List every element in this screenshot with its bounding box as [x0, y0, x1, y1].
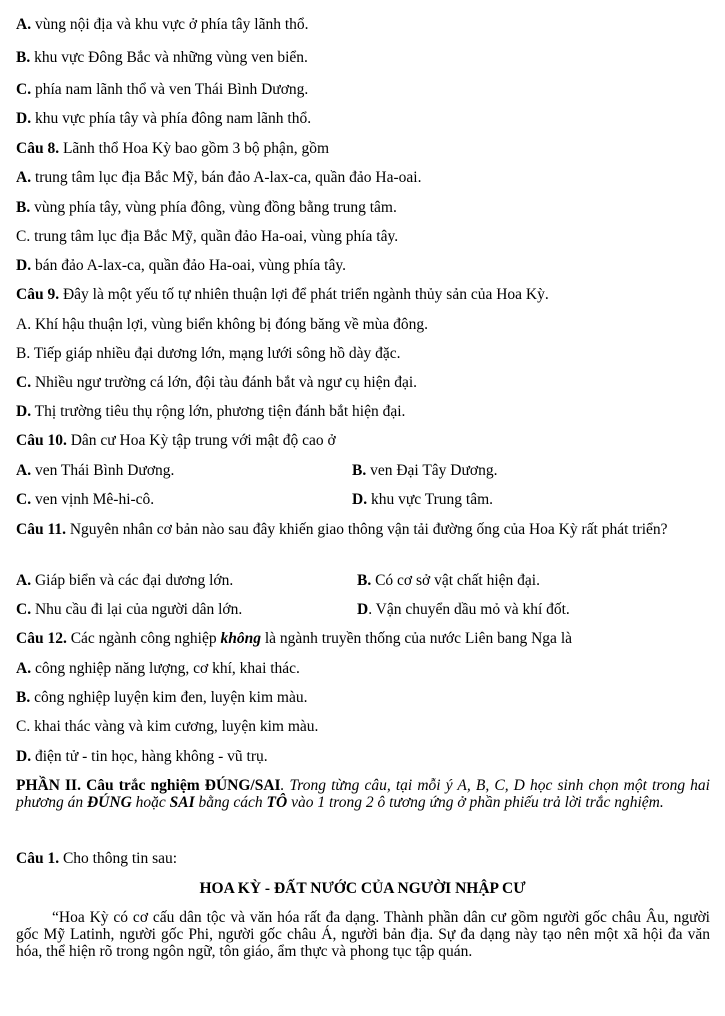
option-key: D.	[16, 257, 32, 274]
option-text: khu vực Đông Bắc và những vùng ven biển.	[30, 49, 308, 66]
option-key: B.	[16, 199, 31, 216]
question-label: Câu 1.	[16, 850, 60, 867]
section-title: PHẦN II. Câu trắc nghiệm ĐÚNG/SAI	[16, 777, 281, 794]
question-text: Dân cư Hoa Kỳ tập trung với mật độ cao ở	[66, 432, 336, 449]
q9-option-b	[16, 345, 401, 363]
question-text: Lãnh thổ Hoa Kỳ bao gồm 3 bộ phận, gồm	[59, 140, 329, 157]
q9-option-d	[16, 403, 405, 421]
option-text: điện tử - tin học, hàng không - vũ trụ.	[31, 748, 268, 765]
q8-option-b	[16, 199, 397, 217]
instructions-sai: SAI	[169, 794, 195, 811]
option-key: B.	[16, 689, 31, 706]
option-text: vùng phía tây, vùng phía đông, vùng đồng bằng trung tâm.	[30, 199, 397, 216]
option-key: A.	[16, 462, 32, 479]
q12-option-a	[16, 660, 300, 678]
instructions-3: bằng cách	[194, 794, 267, 811]
option-text: ven Đại Tây Dương.	[366, 462, 498, 479]
option-key: B.	[352, 462, 367, 479]
option-key: C.	[16, 374, 32, 391]
option-text: ven vịnh Mê-hi-cô.	[31, 491, 155, 508]
option-text: . khai thác vàng và kim cương, luyện kim màu.	[26, 718, 319, 735]
option-text: công nghiệp luyện kim đen, luyện kim màu.	[30, 689, 308, 706]
option-text: vùng nội địa và khu vực ở phía tây lãnh thổ.	[31, 16, 309, 33]
instructions-dung: ĐÚNG	[86, 794, 132, 811]
option-text: . Vận chuyển dầu mỏ và khí đốt.	[368, 601, 570, 618]
option-key: B.	[16, 345, 31, 362]
q12-stem	[16, 630, 572, 648]
question-text-pre: Các ngành công nghiệp	[66, 630, 221, 647]
option-key: B.	[16, 49, 31, 66]
passage-text: “Hoa Kỳ có cơ cấu dân tộc và văn hóa rất đa dạng. Thành phần dân cư gồm người gốc châu Âu, người gốc Mỹ Latinh, người gốc Phi, người gốc châu Á, người bản địa. Sự đa dạng này tạo nên một xã hội đa văn hóa, thể hiện rõ trong ngôn ngữ, tôn giáo, ẩm thực và phong tục tập quán.	[16, 909, 710, 960]
q7-option-c	[16, 81, 308, 99]
option-text: công nghiệp năng lượng, cơ khí, khai thác.	[31, 660, 300, 677]
option-key: C.	[16, 228, 31, 245]
p2q1-stem	[16, 850, 177, 868]
option-key: D.	[16, 748, 32, 765]
option-key: D	[357, 601, 369, 618]
instructions-to: TÔ	[266, 794, 288, 811]
option-key: D.	[16, 403, 32, 420]
instructions-4: vào 1 trong 2 ô tương ứng ở phần phiếu trả lời trắc nghiệm.	[287, 794, 664, 811]
option-key: A.	[16, 660, 32, 677]
q8-option-c	[16, 228, 398, 246]
q9-stem	[16, 286, 549, 304]
q8-option-d	[16, 257, 346, 275]
q12-option-b	[16, 689, 307, 707]
option-text: bán đảo A-lax-ca, quần đảo Ha-oai, vùng phía tây.	[31, 257, 346, 274]
q11-stem	[16, 521, 710, 538]
option-text: Giáp biển và các đại dương lớn.	[31, 572, 234, 589]
option-text: Nhiều ngư trường cá lớn, đội tàu đánh bắt và ngư cụ hiện đại.	[31, 374, 418, 391]
q7-option-a	[16, 16, 309, 34]
option-text: Khí hậu thuận lợi, vùng biển không bị đóng băng về mùa đông.	[31, 316, 429, 333]
q7-option-b	[16, 49, 308, 67]
q10-option-c	[16, 491, 154, 509]
option-text: Tiếp giáp nhiều đại dương lớn, mạng lưới sông hồ dày đặc.	[30, 345, 401, 362]
question-label: Câu 10.	[16, 432, 67, 449]
option-text: ven Thái Bình Dương.	[31, 462, 175, 479]
question-text: Đây là một yếu tố tự nhiên thuận lợi để phát triển ngành thủy sản của Hoa Kỳ.	[59, 286, 549, 303]
question-text: Nguyên nhân cơ bản nào sau đây khiến giao thông vận tải đường ống của Hoa Kỳ rất phát triển?	[65, 521, 668, 538]
q12-option-c	[16, 718, 318, 736]
option-text: khu vực phía tây và phía đông nam lãnh thổ.	[31, 110, 312, 127]
question-text-post: là ngành truyền thống của nước Liên bang Nga là	[261, 630, 572, 647]
option-key: C.	[16, 491, 32, 508]
q10-stem	[16, 432, 336, 450]
question-text: Cho thông tin sau:	[59, 850, 178, 867]
question-label: Câu 12.	[16, 630, 67, 647]
option-text: Có cơ sở vật chất hiện đại.	[371, 572, 540, 589]
passage-title: HOA KỲ - ĐẤT NƯỚC CỦA NGƯỜI NHẬP CƯ	[199, 880, 526, 897]
q11-option-a	[16, 572, 233, 590]
question-label: Câu 11.	[16, 521, 66, 538]
part2-heading	[16, 777, 710, 811]
option-text: trung tâm lục địa Bắc Mỹ, quần đảo Ha-oai, vùng phía tây.	[30, 228, 399, 245]
question-text-emphasis: không	[220, 630, 261, 647]
option-key: D.	[352, 491, 368, 508]
option-key: D.	[16, 110, 32, 127]
q9-option-c	[16, 374, 417, 392]
q11-option-b	[357, 572, 540, 590]
question-label: Câu 9.	[16, 286, 60, 303]
question-label: Câu 8.	[16, 140, 60, 157]
option-text: khu vực Trung tâm.	[367, 491, 494, 508]
q11-option-c	[16, 601, 242, 619]
q10-option-a	[16, 462, 174, 480]
q7-option-d	[16, 110, 311, 128]
option-key: C.	[16, 601, 32, 618]
option-key: A.	[16, 572, 32, 589]
q12-option-d	[16, 748, 268, 766]
option-key: C	[16, 718, 27, 735]
q9-option-a	[16, 316, 428, 334]
q11-option-d	[357, 601, 570, 619]
q8-stem	[16, 140, 329, 158]
instructions-1: . Trong từng câu, tại mỗi ý A, B, C, D học sinh chọn một trong hai phương án	[16, 777, 710, 811]
q10-option-d	[352, 491, 493, 509]
q8-option-a	[16, 169, 421, 187]
option-text: Nhu cầu đi lại của người dân lớn.	[31, 601, 243, 618]
option-key: A.	[16, 169, 32, 186]
instructions-2: hoặc	[131, 794, 170, 811]
q10-option-b	[352, 462, 497, 480]
option-key: A.	[16, 16, 32, 33]
option-key: B.	[357, 572, 372, 589]
option-text: Thị trường tiêu thụ rộng lớn, phương tiện đánh bắt hiện đại.	[31, 403, 406, 420]
option-text: phía nam lãnh thổ và ven Thái Bình Dương.	[31, 81, 309, 98]
option-key: C.	[16, 81, 32, 98]
option-key: A.	[16, 316, 32, 333]
option-text: trung tâm lục địa Bắc Mỹ, bán đảo A-lax-ca, quần đảo Ha-oai.	[31, 169, 422, 186]
